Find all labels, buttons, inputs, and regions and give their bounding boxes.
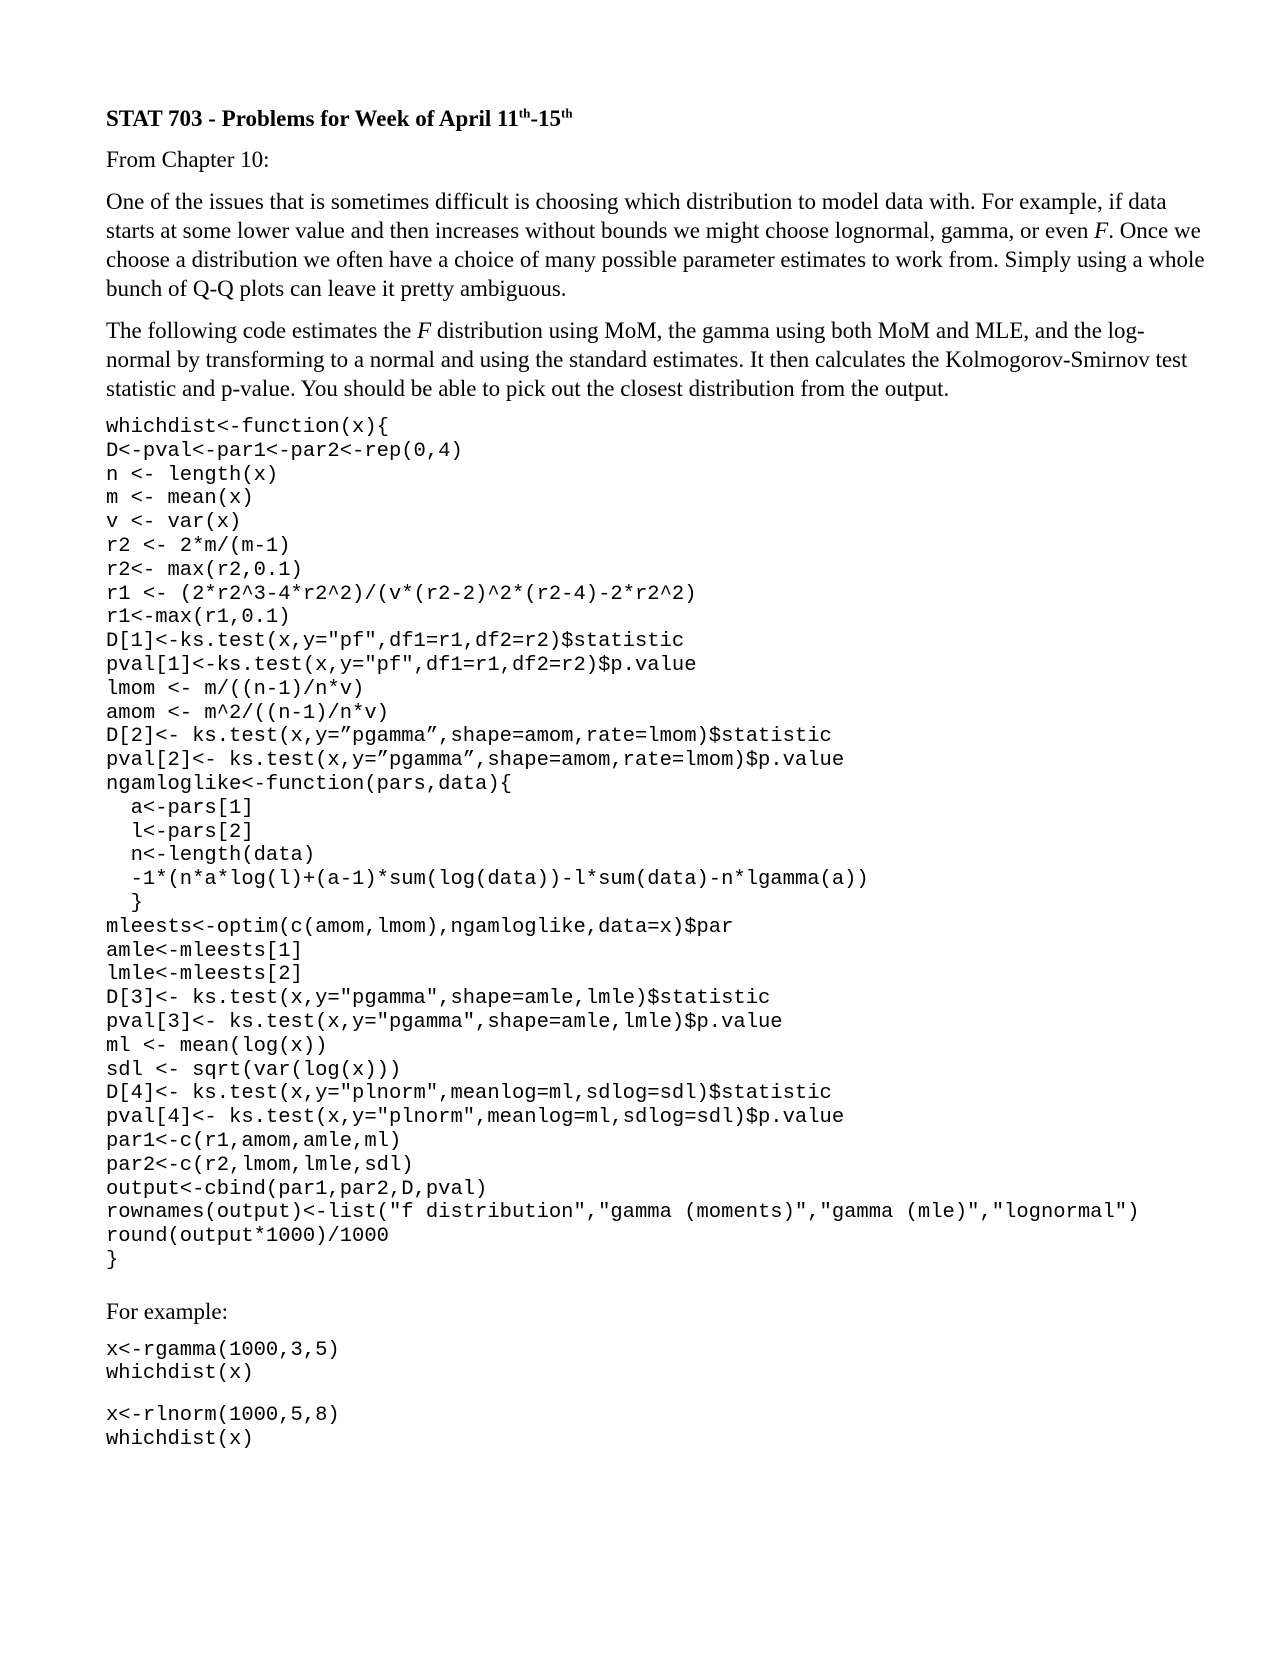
- code-line: pval[1]<-ks.test(x,y="pf",df1=r1,df2=r2)$p.value: [106, 653, 697, 677]
- title-mid: -15: [530, 106, 561, 131]
- code-line: n <- length(x): [106, 463, 279, 487]
- code-line: ngamloglike<-function(pars,data){: [106, 772, 512, 796]
- code-line: amom <- m^2/((n-1)/n*v): [106, 701, 389, 725]
- code-line: output<-cbind(par1,par2,D,pval): [106, 1177, 488, 1201]
- example-code-line: x<-rlnorm(1000,5,8): [106, 1404, 340, 1428]
- code-line: pval[2]<- ks.test(x,y=”pgamma”,shape=amom,rate=lmom)$p.value: [106, 749, 845, 773]
- code-line: r2 <- 2*m/(m-1): [106, 534, 291, 558]
- example-heading: For example:: [106, 1298, 228, 1324]
- code-line: a<-pars[1]: [106, 796, 254, 820]
- paragraph-intro-part2: . Once we choose a distribution we often have a choice of many possible parameter estimates to work from. Simply using a whole bunch of Q-Q plots can leave it pretty ambiguous.: [106, 218, 1205, 301]
- example-code-1: [106, 1339, 1206, 1387]
- example-code-line: whichdist(x): [106, 1362, 254, 1386]
- code-line: D[1]<-ks.test(x,y="pf",df1=r1,df2=r2)$statistic: [106, 630, 685, 654]
- paragraph-method: [106, 316, 1206, 403]
- code-line: r1 <- (2*r2^3-4*r2^2)/(v*(r2-2)^2*(r2-4)-2*r2^2): [106, 582, 697, 606]
- paragraph-method-part2: distribution using MoM, the gamma using both MoM and MLE, and the log-normal by transforming to a normal and using the standard estimates. It then calculates the Kolmogorov-Smirnov test statistic and p-value. You should be able to pick out the closest distribution from the output.: [106, 318, 1188, 401]
- code-line: whichdist<-function(x){: [106, 416, 389, 439]
- code-block: [106, 416, 1206, 1273]
- code-line: par1<-c(r1,amom,amle,ml): [106, 1129, 402, 1153]
- code-line: -1*(n*a*log(l)+(a-1)*sum(log(data))-l*sum(data)-n*lgamma(a)): [106, 868, 869, 892]
- code-line: pval[4]<- ks.test(x,y="plnorm",meanlog=ml,sdlog=sdl)$p.value: [106, 1106, 845, 1130]
- example-code-2: [106, 1404, 1206, 1452]
- code-line: par2<-c(r2,lmom,lmle,sdl): [106, 1153, 414, 1177]
- code-line: mleests<-optim(c(amom,lmom),ngamloglike,data=x)$par: [106, 915, 734, 939]
- paragraph-intro: [106, 187, 1206, 303]
- example-code-line: x<-rgamma(1000,3,5): [106, 1338, 340, 1362]
- code-line: ml <- mean(log(x)): [106, 1034, 328, 1058]
- paragraph-method-italic: F: [417, 318, 432, 343]
- code-line: lmle<-mleests[2]: [106, 963, 303, 987]
- code-line: round(output*1000)/1000: [106, 1225, 389, 1249]
- title-superscript-1: th: [518, 105, 531, 121]
- code-line: r1<-max(r1,0.1): [106, 606, 291, 630]
- paragraph-intro-italic: F: [1094, 218, 1109, 243]
- title-superscript-2: th: [560, 105, 573, 121]
- example-code-line: whichdist(x): [106, 1428, 254, 1452]
- code-line: }: [106, 1248, 119, 1272]
- paragraph-intro-part1: One of the issues that is sometimes difficult is choosing which distribution to model data with. For example, if data starts at some lower value and then increases without bounds we might choose lognormal, gamma, or even: [106, 189, 1167, 243]
- code-line: sdl <- sqrt(var(log(x))): [106, 1058, 402, 1082]
- code-line: D[3]<- ks.test(x,y="pgamma",shape=amle,lmle)$statistic: [106, 987, 771, 1011]
- code-line: D[2]<- ks.test(x,y=”pgamma”,shape=amom,rate=lmom)$statistic: [106, 725, 832, 749]
- code-line: pval[3]<- ks.test(x,y="pgamma",shape=amle,lmle)$p.value: [106, 1010, 783, 1034]
- document-page: [106, 104, 1206, 1452]
- code-line: D<-pval<-par1<-par2<-rep(0,4): [106, 439, 463, 463]
- document-title: [106, 104, 1206, 133]
- code-line: m <- mean(x): [106, 487, 254, 511]
- title-main: STAT 703 - Problems for Week of April 11: [106, 106, 519, 131]
- code-line: lmom <- m/((n-1)/n*v): [106, 677, 365, 701]
- code-line: l<-pars[2]: [106, 820, 254, 844]
- chapter-heading: From Chapter 10:: [106, 147, 270, 172]
- code-line: }: [106, 891, 143, 915]
- code-line: n<-length(data): [106, 844, 316, 868]
- code-line: v <- var(x): [106, 511, 242, 535]
- code-line: amle<-mleests[1]: [106, 939, 303, 963]
- paragraph-method-part1: The following code estimates the: [106, 318, 418, 343]
- code-line: D[4]<- ks.test(x,y="plnorm",meanlog=ml,sdlog=sdl)$statistic: [106, 1082, 832, 1106]
- code-line: r2<- max(r2,0.1): [106, 558, 303, 582]
- code-line: rownames(output)<-list("f distribution","gamma (moments)","gamma (mle)","lognormal"): [106, 1201, 1140, 1225]
